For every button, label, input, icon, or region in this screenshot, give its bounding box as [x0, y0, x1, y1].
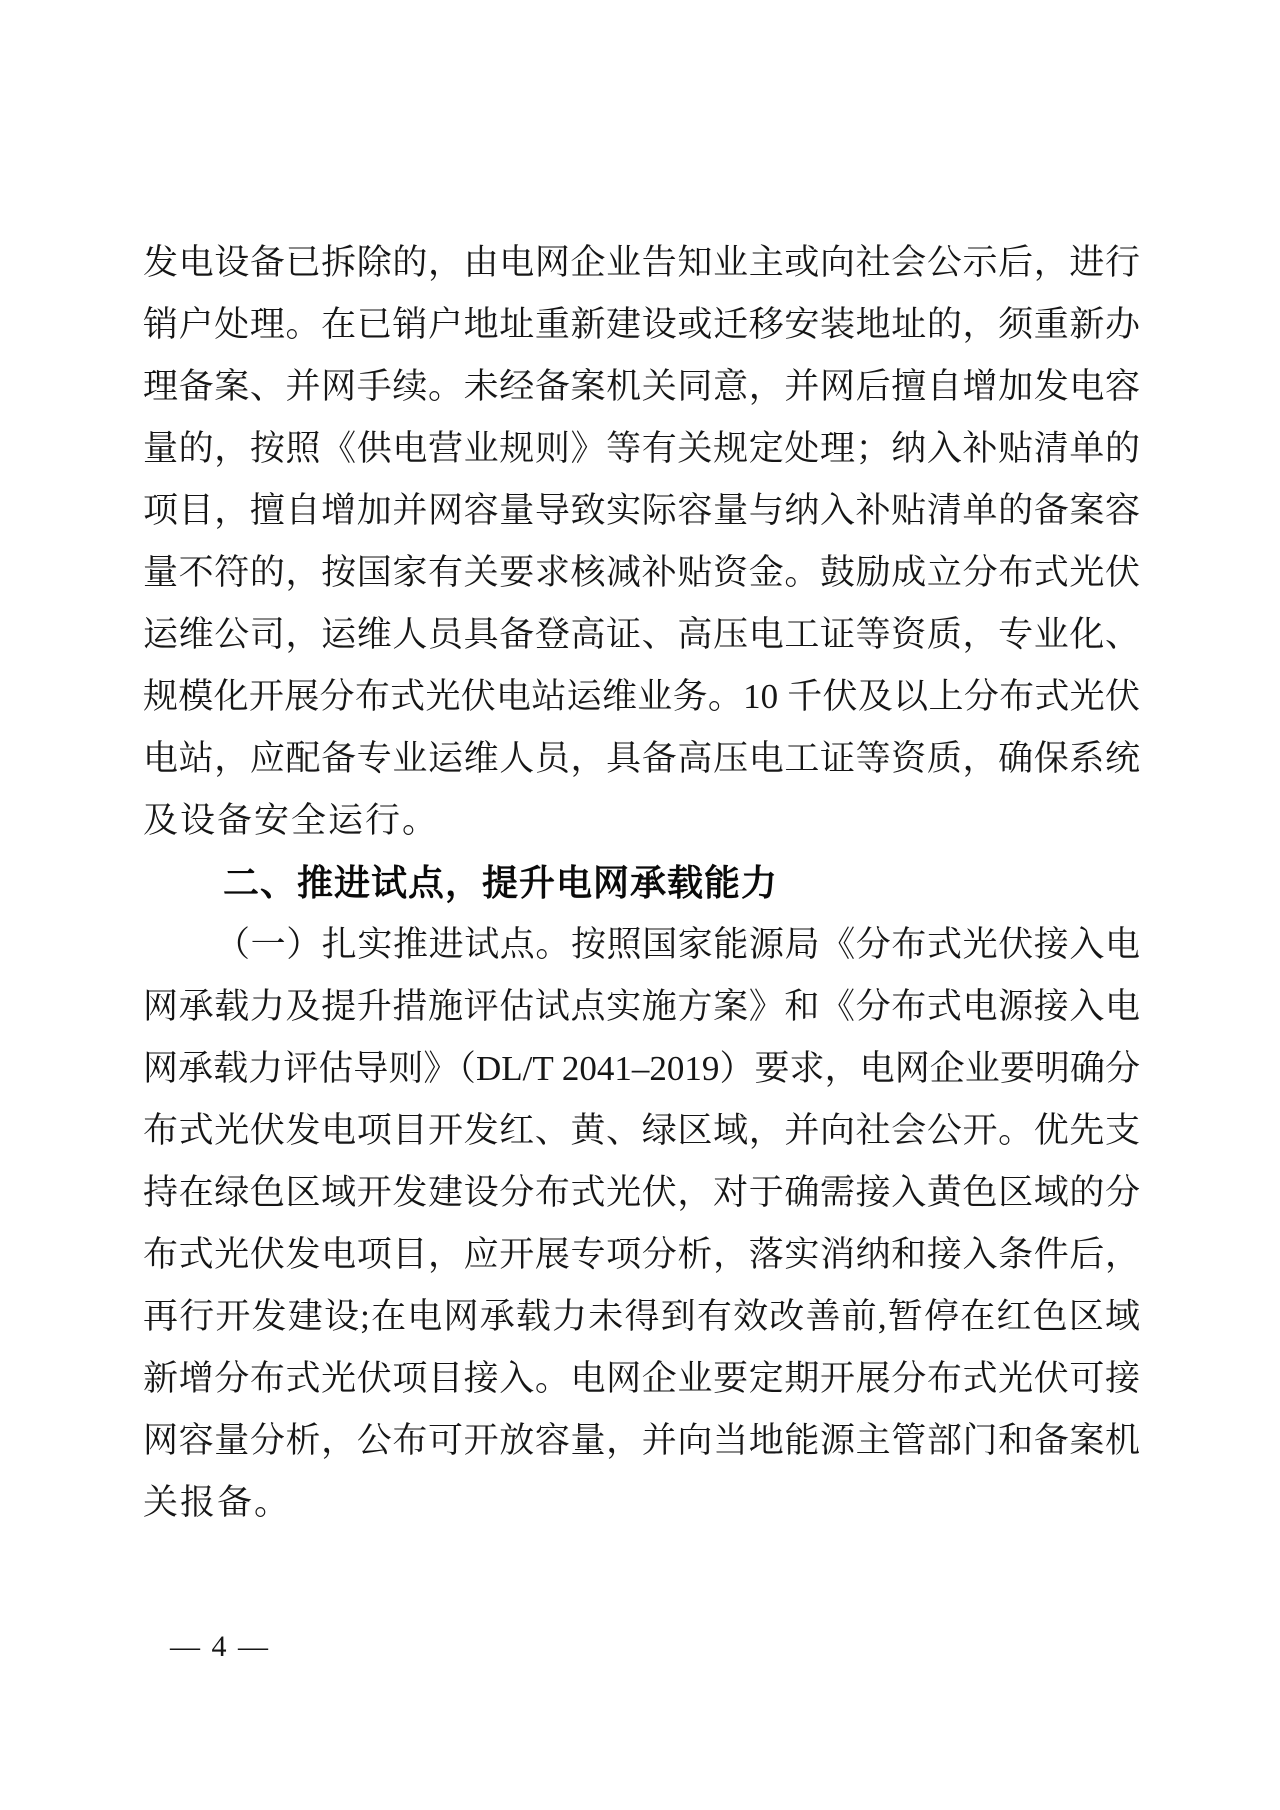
- paragraph-continued: [143, 232, 1140, 852]
- page-number: — 4 —: [170, 1630, 270, 1663]
- text-line: 电站，应配备专业运维人员，具备高压电工证等资质，确保系统: [143, 739, 1140, 778]
- text-line: 量的，按照《供电营业规则》等有关规定处理；纳入补贴清单的: [143, 429, 1140, 468]
- text-line: 布式光伏发电项目，应开展专项分析，落实消纳和接入条件后，: [143, 1235, 1140, 1274]
- text-line: 关报备。: [143, 1483, 292, 1522]
- text-line: 规模化开展分布式光伏电站运维业务。10 千伏及以上分布式光伏: [143, 677, 1140, 716]
- text-line: 量不符的，按国家有关要求核减补贴资金。鼓励成立分布式光伏: [143, 553, 1140, 592]
- text-line: 销户处理。在已销户地址重新建设或迁移安装地址的，须重新办: [143, 305, 1140, 344]
- text-line: 持在绿色区域开发建设分布式光伏，对于确需接入黄色区域的分: [143, 1173, 1140, 1212]
- document-body: [143, 232, 1140, 1534]
- text-line: 理备案、并网手续。未经备案机关同意，并网后擅自增加发电容: [143, 367, 1140, 406]
- text-line: 新增分布式光伏项目接入。电网企业要定期开展分布式光伏可接: [143, 1359, 1140, 1398]
- text-line: 网承载力评估导则》（DL/T 2041–2019）要求，电网企业要明确分: [143, 1049, 1140, 1088]
- paragraph-item-one: [143, 914, 1140, 1534]
- text-line: 发电设备已拆除的，由电网企业告知业主或向社会公示后，进行: [143, 243, 1140, 282]
- text-line: 网承载力及提升措施评估试点实施方案》和《分布式电源接入电: [143, 987, 1140, 1026]
- text-line: 再行开发建设;在电网承载力未得到有效改善前,暂停在红色区域: [143, 1297, 1140, 1336]
- text-line: 布式光伏发电项目开发红、黄、绿区域，并向社会公开。优先支: [143, 1111, 1140, 1150]
- text-line: 网容量分析，公布可开放容量，并向当地能源主管部门和备案机: [143, 1421, 1140, 1460]
- text-line: 项目，擅自增加并网容量导致实际容量与纳入补贴清单的备案容: [143, 491, 1140, 530]
- section-heading: 二、推进试点，提升电网承载能力: [223, 862, 779, 903]
- text-line: 及设备安全运行。: [143, 801, 440, 840]
- text-line: 运维公司，运维人员具备登高证、高压电工证等资质，专业化、: [143, 615, 1140, 654]
- text-line: （一）扎实推进试点。按照国家能源局《分布式光伏接入电: [215, 925, 1140, 964]
